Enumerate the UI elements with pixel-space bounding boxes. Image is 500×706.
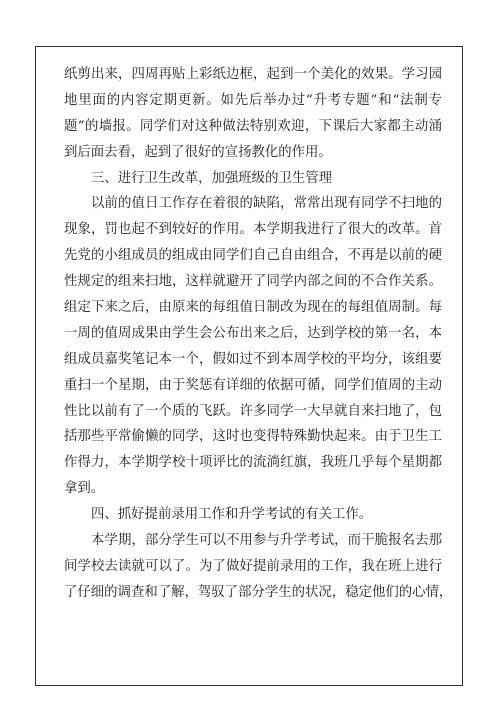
paragraph-line: 先党的小组成员的组成由同学们自己自由组合，不再是以前的硬 — [64, 248, 442, 264]
paragraph-line: 纸剪出来，四周再贴上彩纸边框，起到一个美化的效果。学习园 — [64, 67, 442, 82]
paragraph-line: 到后面去看，起到了很好的宣扬教化的作用。 — [64, 144, 332, 160]
paragraph-line: 作得力，本学期学校十项评比的流淌红旗，我班几乎每个星期都 — [64, 455, 442, 471]
paragraph-line: 间学校去读就可以了。为了做好提前录用的工作，我在班上进行 — [64, 558, 442, 574]
paragraph-line: 题”的墙报。同学们对这种做法特别欢迎，下课后大家都主动涌 — [64, 118, 442, 134]
section-heading: 四、抓好提前录用工作和升学考试的有关工作。 — [91, 507, 373, 523]
paragraph-line: 现象，罚也起不到较好的作用。本学期我进行了很大的改革。首 — [64, 222, 442, 238]
paragraph-line: 括那些平常偷懒的同学，这时也变得特殊勤快起来。由于卫生工 — [64, 429, 442, 445]
paragraph-line: 以前的值日工作存在着很的缺陷，常常出现有同学不扫地的 — [91, 196, 442, 212]
paragraph-line: 性规定的组来扫地，这样就避开了同学内部之间的不合作关系。 — [64, 274, 442, 290]
document-body — [64, 62, 453, 606]
paragraph-line: 性比以前有了一个质的飞跃。许多同学一大早就自来扫地了，包 — [64, 403, 442, 419]
paragraph-line: 本学期，部分学生可以不用参与升学考试，而干脆报名去那 — [91, 533, 442, 549]
section-heading: 三、进行卫生改革，加强班级的卫生管理 — [91, 170, 333, 186]
paragraph-line: 一周的值周成果由学生会公布出来之后，达到学校的第一名，本 — [64, 325, 442, 341]
paragraph-line: 重扫一个星期，由于奖惩有详细的依据可循，同学们值周的主动 — [64, 377, 442, 393]
paragraph-line: 组定下来之后，由原来的每组值日制改为现在的每组值周制。每 — [64, 300, 442, 316]
paragraph-line: 了仔细的调查和了解，驾驭了部分学生的状况，稳定他们的心情， — [64, 584, 453, 600]
paragraph-line: 组成员嘉奖笔记本一个，假如过不到本周学校的平均分，该组要 — [64, 351, 442, 367]
paragraph-line: 拿到。 — [64, 481, 105, 497]
paragraph-line: 地里面的内容定期更新。如先后举办过“升考专题”和“法制专 — [64, 92, 442, 108]
